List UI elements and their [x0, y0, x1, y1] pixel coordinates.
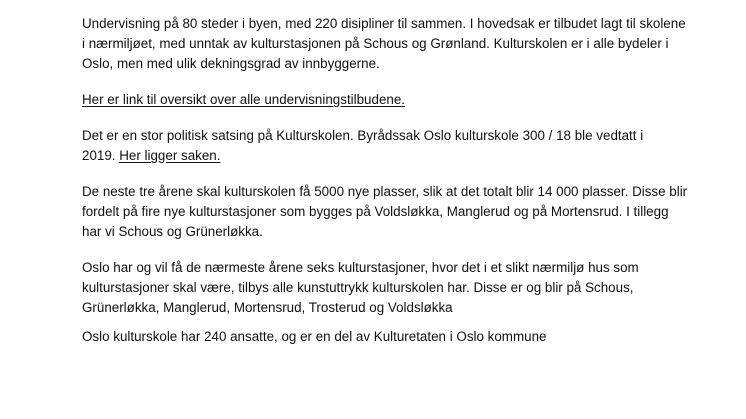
text-line: Oslo har og vil få de nærmeste årene seks kulturstasjoner, hvor det i et slikt nærmiljø hus som [82, 260, 639, 275]
text-line: Det er en stor politisk satsing på Kulturskolen. Byrådssak Oslo kulturskole 300 / 18 ble vedtatt i [82, 128, 644, 143]
text-line: De neste tre årene skal kulturskolen få 5000 nye plasser, slik at det totalt blir 14 000 plasser. Disse blir [82, 184, 688, 199]
text-line: Oslo kulturskole har 240 ansatte, og er en del av Kulturetaten i Oslo kommune [82, 329, 547, 344]
line-wrapper [82, 90, 682, 110]
text-line: Grünerløkka, Manglerud, Mortensrud, Trosterud og Voldsløkka [82, 300, 453, 315]
paragraph-politisk-satsing [82, 126, 682, 166]
paragraph-nye-plasser [82, 182, 688, 242]
text-line: har vi Schous og Grünerløkka. [82, 224, 263, 239]
paragraph-undervisning [82, 14, 686, 74]
text-line: kulturstasjoner skal være, tilbys alle kunstuttrykk kulturskolen har. Disse er og blir på Schous, [82, 280, 634, 295]
paragraph-ansatte [82, 327, 682, 347]
text-fragment: 2019. [82, 148, 120, 163]
text-line: Oslo, men med ulik dekningsgrad av innbyggerne. [82, 56, 380, 71]
paragraph-kulturstasjoner [82, 258, 682, 318]
text-line-with-link [82, 146, 682, 166]
overview-link[interactable]: Her er link til oversikt over alle undervisningstilbudene. [82, 92, 406, 107]
document-body [82, 14, 688, 347]
case-link[interactable]: Her ligger saken. [119, 148, 221, 163]
paragraph-link-overview [82, 90, 682, 110]
text-line: fordelt på fire nye kulturstasjoner som bygges på Voldsløkka, Manglerud og på Mortensrud. I tillegg [82, 204, 669, 219]
text-line: Undervisning på 80 steder i byen, med 220 disipliner til sammen. I hovedsak er tilbudet lagt til skolene [82, 16, 686, 31]
text-line: i nærmiljøet, med unntak av kulturstasjonen på Schous og Grønland. Kulturskolen er i alle bydeler i [82, 36, 669, 51]
